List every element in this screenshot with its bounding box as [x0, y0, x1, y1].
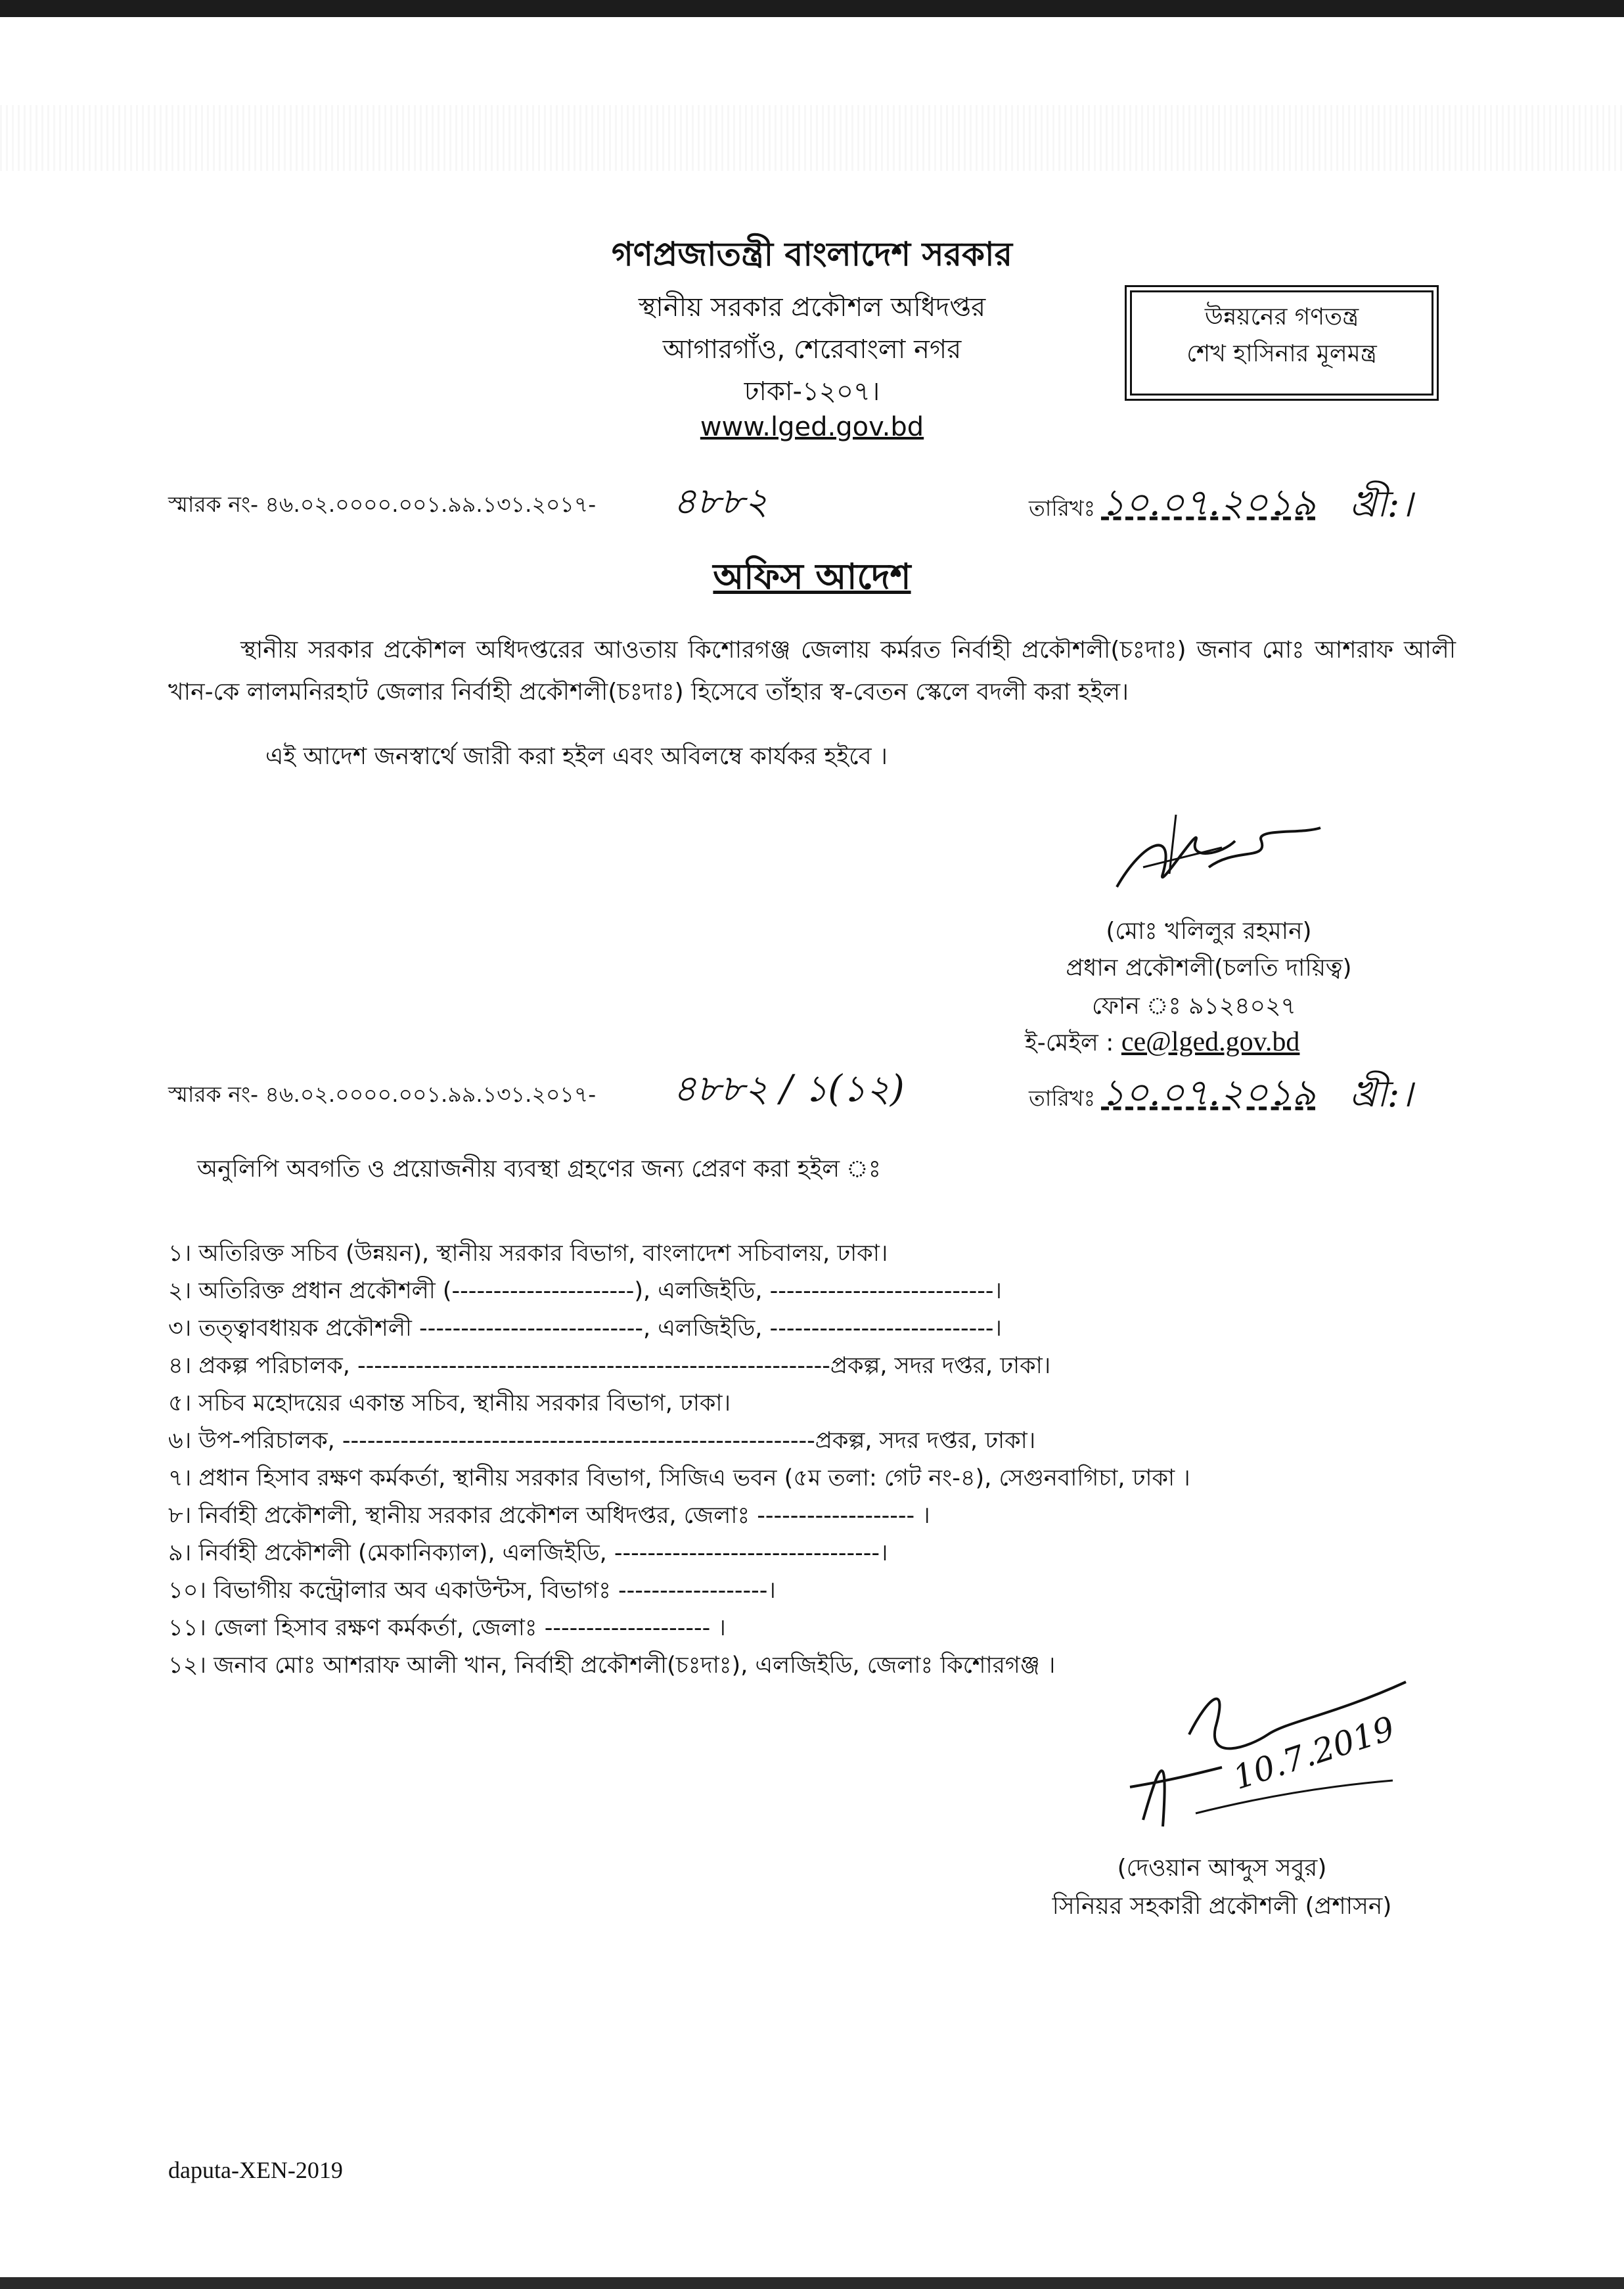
copy-list-item: ১০। বিভাগীয় কন্ট্রোলার অব একাউন্টস, বিভাগঃ ------------------। [168, 1577, 776, 1604]
copy-list-item: ১। অতিরিক্ত সচিব (উন্নয়ন), স্থানীয় সরকার বিভাগ, বাংলাদেশ সচিবালয়, ঢাকা। [168, 1240, 888, 1267]
copy-list-item: ৪। প্রকল্প পরিচালক, ---------------------------------------------------------প্রকল্প, সদর দপ্তর, ঢাকা। [168, 1353, 1051, 1379]
motto-line-2: শেখ হাসিনার মূলমন্ত্র [1186, 340, 1377, 367]
copy-date-suffix: খ্রী:। [1349, 1073, 1413, 1116]
address-line-1: আগারগাঁও, শেরেবাংলা নগর [662, 334, 962, 365]
address-line-2: ঢাকা-১২০৭। [744, 376, 880, 407]
copy-list-item: ৩। তত্ত্বাবধায়ক প্রকৌশলী ---------------------------, এলজিইডি, ---------------------------। [168, 1315, 1003, 1342]
copy-intro: অনুলিপি অবগতি ও প্রয়োজনীয় ব্যবস্থা গ্রহণের জন্য প্রেরণ করা হইল ঃ [197, 1156, 881, 1183]
memo-number-label: স্মারক নং- ৪৬.০২.০০০০.০০১.৯৯.১৩১.২০১৭- [168, 491, 597, 517]
order-paragraph: স্থানীয় সরকার প্রকৌশল অধিদপ্তরের আওতায় কিশোরগঞ্জ জেলায় কর্মরত নির্বাহী প্রকৌশলী(চঃদাঃ) জনাব মোঃ আশরাফ আলী খান-কে লালমনিরহাট জেলার নির্বাহী প্রকৌশলী(চঃদাঃ) হিসেবে তাঁহার স্ব-বেতন স্কেলে বদলী করা হইল। [168, 637, 1456, 706]
signatory-designation: প্রধান প্রকৌশলী(চলতি দায়িত্ব) [1066, 955, 1352, 982]
email-label: ই-মেইল : [1025, 1030, 1114, 1056]
copy-list-item: ৫। সচিব মহোদয়ের একান্ত সচিব, স্থানীয় সরকার বিভাগ, ঢাকা। [168, 1390, 731, 1416]
order-effect-paragraph: এই আদেশ জনস্বার্থে জারী করা হইল এবং অবিলম্বে কার্যকর হইবে । [265, 743, 888, 770]
date-suffix: খ্রী:। [1349, 483, 1413, 526]
signatory-2-name: (দেওয়ান আব্দুস সবুর) [1117, 1855, 1327, 1882]
copy-list-item: ৬। উপ-পরিচালক, ---------------------------------------------------------প্রকল্প, সদর দপ্তর, ঢাকা। [168, 1428, 1036, 1454]
motto-line-1: উন্নয়নের গণতন্ত্র [1204, 304, 1359, 330]
motto-box [1130, 290, 1433, 396]
copy-list-item: ১২। জনাব মোঃ আশরাফ আলী খান, নির্বাহী প্রকৌশলী(চঃদাঃ), এলজিইডি, জেলাঃ কিশোরগঞ্জ । [168, 1652, 1056, 1679]
scan-noise [0, 105, 1624, 171]
copy-list-item: ৭। প্রধান হিসাব রক্ষণ কর্মকর্তা, স্থানীয় সরকার বিভাগ, সিজিএ ভবন (৫ম তলা: গেট নং-৪), সেগুনবাগিচা, ঢাকা । [168, 1465, 1190, 1491]
footer-code: daputa-XEN-2019 [168, 2157, 343, 2183]
signature-date-handwritten: 10.7.2019 [1229, 1709, 1399, 1798]
copy-date-handwritten: ১০.০৭.২০১৯ [1101, 1072, 1316, 1114]
signatory-name: (মোঃ খলিলুর রহমান) [1106, 918, 1312, 945]
copy-list-item: ১১। জেলা হিসাব রক্ষণ কর্মকর্তা, জেলাঃ -------------------- । [168, 1615, 726, 1641]
copy-list-item: ৮। নির্বাহী প্রকৌশলী, স্থানীয় সরকার প্রকৌশল অধিদপ্তর, জেলাঃ ------------------- । [168, 1503, 930, 1529]
email-row [1025, 1025, 1299, 1064]
date-label: তারিখঃ [1029, 495, 1096, 521]
signatory-2-designation: সিনিয়র সহকারী প্রকৌশলী (প্রশাসন) [1052, 1893, 1392, 1920]
memo-number-handwritten: ৪৮৮২ [673, 480, 769, 523]
govt-title: গণপ্রজাতন্ত্রী বাংলাদেশ সরকার [612, 235, 1012, 273]
phone-row [1092, 988, 1296, 1028]
signature-chief-engineer [1104, 802, 1340, 900]
phone-number: ৯১২৪০২৭ [1188, 993, 1296, 1020]
scan-top-border [0, 0, 1624, 17]
website-link[interactable]: www.lged.gov.bd [700, 412, 924, 442]
copy-list-item: ২। অতিরিক্ত প্রধান প্রকৌশলী (----------------------), এলজিইডি, ---------------------------। [168, 1278, 1003, 1304]
email-link[interactable]: ce@lged.gov.bd [1121, 1027, 1300, 1057]
date-handwritten: ১০.০৭.২০১৯ [1101, 482, 1316, 524]
copy-list-item: ৯। নির্বাহী প্রকৌশলী (মেকানিক্যাল), এলজিইডি, --------------------------------। [168, 1540, 888, 1566]
office-order-title: অফিস আদেশ [713, 556, 911, 597]
phone-label: ফোন ঃ [1092, 993, 1181, 1020]
copy-memo-number-label: স্মারক নং- ৪৬.০২.০০০০.০০১.৯৯.১৩১.২০১৭- [168, 1081, 597, 1107]
department-name: স্থানীয় সরকার প্রকৌশল অধিদপ্তর [638, 292, 986, 323]
scan-bottom-border [0, 2277, 1624, 2289]
copy-date-label: তারিখঃ [1029, 1085, 1096, 1111]
copy-memo-number-handwritten: ৪৮৮২ / ১(১২) [673, 1068, 905, 1110]
